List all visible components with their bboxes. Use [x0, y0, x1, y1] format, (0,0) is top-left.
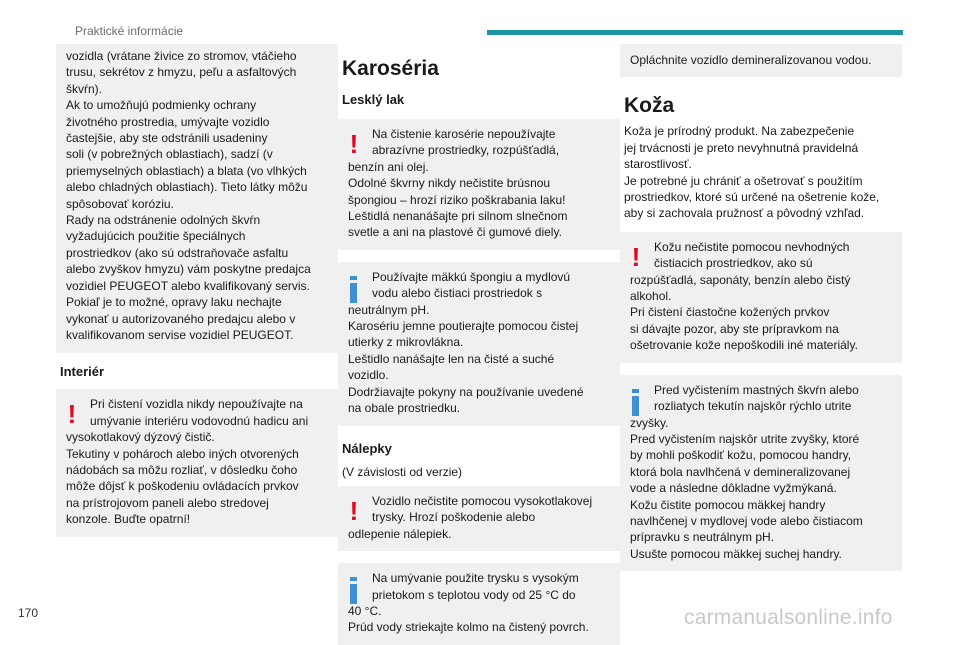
column-middle [338, 44, 620, 645]
bodywork-warning-rest [348, 159, 610, 241]
text-line: vozidiel PEUGEOT alebo kvalifikovaný servis. [66, 278, 310, 293]
text-line: prietokom s teplotou vody od 25 °C do [372, 587, 576, 602]
header-accent-rule [487, 30, 903, 35]
text-line: Karosériu jemne poutierajte pomocou čistej [348, 319, 579, 334]
text-line: Používajte mäkkú špongiu a mydlovú [372, 269, 571, 284]
text-line: Koža je prírodný produkt. Na zabezpečenie [624, 124, 855, 139]
warning-exclamation-icon: ! [631, 241, 641, 272]
warning-exclamation-icon: ! [349, 129, 359, 159]
text-line: škvŕn). [66, 81, 102, 96]
text-line: nádobách sa môžu rozliať, v dôsledku čoho [66, 462, 298, 477]
interior-warning-first [66, 396, 328, 429]
bodywork-info-box [338, 262, 620, 426]
text-line: Leštidlá nenanášajte pri silnom slnečnom [348, 209, 568, 224]
text-line: trusu, sekrétov z hmyzu, peľu a asfaltových [66, 65, 297, 80]
rinse-text: Opláchnite vozidlo demineralizovanou vodou. [630, 53, 872, 67]
section-title-leather: Koža [624, 94, 675, 118]
rinse-box [620, 44, 902, 77]
text-line: na obale prostriedku. [348, 401, 461, 416]
text-line: Je potrebné ju chrániť a ošetrovať s použitím [624, 173, 863, 188]
text-line: utierky z mikrovlákna. [348, 335, 464, 350]
text-line: Ak to umožňujú podmienky ochrany [66, 98, 257, 113]
warning-exclamation-icon: ! [349, 495, 359, 526]
leather-info-box [620, 375, 902, 571]
text-line: soli (v pobrežných oblastiach), sadzí (v [66, 147, 273, 162]
text-line: Usušte pomocou mäkkej suchej handry. [630, 546, 842, 561]
text-line: Prúd vody striekajte kolmo na čistený povrch. [348, 620, 589, 635]
interior-heading: Interiér [60, 364, 105, 380]
text-line: benzín ani olej. [348, 159, 429, 174]
text-line: vodu alebo čistiaci prostriedok s [372, 286, 543, 301]
stickers-warning-box [338, 486, 620, 551]
bodywork-warning-first [348, 126, 610, 159]
text-line: životného prostredia, umývajte vozidlo [66, 114, 270, 129]
text-line: častejšie, aby ste odstránili usadeniny [66, 131, 268, 146]
leather-info-rest [630, 415, 892, 563]
text-line: Pokiaľ je to možné, opravy laku nechajte [66, 295, 282, 310]
washing-continued-box [56, 44, 338, 353]
text-line: Pred vyčistením najskôr utrite zvyšky, ktoré [630, 431, 860, 446]
text-line: čistiacich prostriedkov, ako sú [654, 256, 813, 271]
section-title-bodywork: Karoséria [342, 57, 439, 80]
interior-warning-box [56, 389, 338, 536]
leather-info-first [630, 382, 892, 415]
text-line: Tekutiny v pohároch alebo iných otvorených [66, 446, 299, 461]
text-line: ošetrovanie kože nepoškodili iné materiály. [630, 338, 858, 353]
column-right [620, 44, 902, 571]
info-icon [632, 389, 639, 416]
leather-warning-first [630, 239, 892, 272]
text-line: si dávajte pozor, aby ste prípravkom na [630, 321, 839, 336]
text-line: špongiou – hrozí riziko poškrabania laku! [348, 192, 566, 207]
text-line: alebo zvyškov hmyzu) vám poskytne predajca [66, 262, 311, 277]
text-line: Leštidlo nanášajte len na čisté a suché [348, 351, 555, 366]
subsection-gloss-paint: Lesklý lak [342, 92, 405, 107]
column-left [56, 44, 338, 537]
text-line: priemyselných oblastiach) a blata (vo vlhkých [66, 163, 307, 178]
watermark: carmanualsonline.info [684, 606, 893, 629]
leather-warning-rest [630, 272, 892, 354]
warning-exclamation-icon: ! [67, 399, 77, 430]
text-line: zvyšky. [630, 415, 669, 430]
text-line: Dodržiavajte pokyny na používanie uvedené [348, 384, 584, 399]
bodywork-info-rest [348, 302, 610, 417]
text-line: Na umývanie použite trysku s vysokým [372, 571, 579, 586]
text-line: Pred vyčistením mastných škvŕn alebo [654, 382, 859, 397]
washing-continued-text [66, 48, 328, 343]
text-line: Na čistenie karosérie nepoužívajte [372, 127, 556, 141]
text-line: alkohol. [630, 289, 672, 304]
text-line: odlepenie nálepiek. [348, 526, 452, 541]
text-line: trysky. Hrozí poškodenie alebo [372, 510, 536, 525]
text-line: aby si zachovala pružnosť a pôvodný vzhľad. [624, 206, 865, 221]
bodywork-info-first [348, 269, 610, 302]
text-line: vode a následne dôkladne vyžmýkaná. [630, 481, 837, 496]
text-line: prostriedkov, ktoré sú určené na ošetrenie kože, [624, 190, 880, 205]
text-line: rozpúšťadlá, saponáty, benzín alebo čistý [630, 272, 851, 287]
text-line: abrazívne prostriedky, rozpúšťadlá, [372, 143, 560, 158]
text-line: Vozidlo nečistite pomocou vysokotlakovej [372, 493, 593, 508]
text-line: vysokotlakový dýzový čistič. [66, 430, 215, 445]
text-line: konzole. Buďte opatrní! [66, 512, 191, 527]
text-line: alebo chladných oblastiach). Tieto látky môžu [66, 180, 308, 195]
stickers-info-box [338, 563, 620, 645]
running-header: Praktické informácie [75, 24, 184, 38]
interior-warning-rest [66, 429, 328, 527]
text-line: starostlivosť. [624, 157, 692, 172]
text-line: prípravku s neutrálnym pH. [630, 530, 775, 545]
text-line: jej trvácnosti je preto nevyhnutná pravidelná [624, 140, 859, 155]
text-line: umývanie interiéru vodovodnú hadicu ani [90, 413, 309, 428]
text-line: ktorá bola navlhčená v demineralizovanej [630, 464, 851, 479]
text-line: Pri čistení čiastočne kožených prvkov [630, 305, 830, 320]
text-line: vozidlo. [348, 368, 389, 383]
text-line: Kožu čistite pomocou mäkkej handry [630, 497, 826, 512]
text-line: kvalifikovanom servise vozidiel PEUGEOT. [66, 327, 294, 342]
text-line: Kožu nečistite pomocou nevhodných [654, 239, 850, 254]
bodywork-warning-box [338, 119, 620, 250]
text-line: Odolné škvrny nikdy nečistite brúsnou [348, 176, 551, 191]
text-line: neutrálnym pH. [348, 302, 430, 317]
text-line: na prístrojovom paneli alebo stredovej [66, 495, 269, 510]
stickers-info-first [348, 570, 610, 603]
info-icon [350, 276, 357, 303]
stickers-info-rest [348, 603, 610, 636]
text-line: spôsobovať koróziu. [66, 196, 174, 211]
stickers-warning-first [348, 493, 610, 526]
info-icon [350, 577, 357, 604]
page-number: 170 [18, 606, 39, 620]
text-line: Pri čistení vozidla nikdy nepoužívajte na [90, 397, 303, 412]
text-line: rozliatych tekutín najskôr rýchlo utrite [654, 399, 852, 414]
text-line: vyžadujúcich použitie špeciálnych [66, 229, 246, 244]
text-line: 40 °C. [348, 603, 382, 618]
text-line: vykonať u autorizovaného predajcu alebo v [66, 311, 296, 326]
leather-warning-box [620, 232, 902, 363]
text-line: navlhčenej v mydlovej vode alebo čistiacom [630, 513, 863, 528]
stickers-warning-rest [348, 526, 610, 542]
text-line: by mohli poškodiť kožu, pomocou handry, [630, 448, 852, 463]
text-line: môže dôjsť k poškodeniu ovládacích prvkov [66, 479, 299, 494]
leather-intro [624, 123, 902, 221]
text-line: vozidla (vrátane živice zo stromov, vtáčieho [66, 49, 297, 63]
stickers-version-note: (V závislosti od verzie) [342, 464, 463, 479]
subsection-stickers: Nálepky [342, 440, 392, 456]
text-line: svetle a ani na plastové či gumové diely. [348, 225, 562, 240]
text-line: prostriedkov (ako sú odstraňovače asfaltu [66, 245, 289, 260]
text-line: Rady na odstránenie odolných škvŕn [66, 213, 261, 228]
